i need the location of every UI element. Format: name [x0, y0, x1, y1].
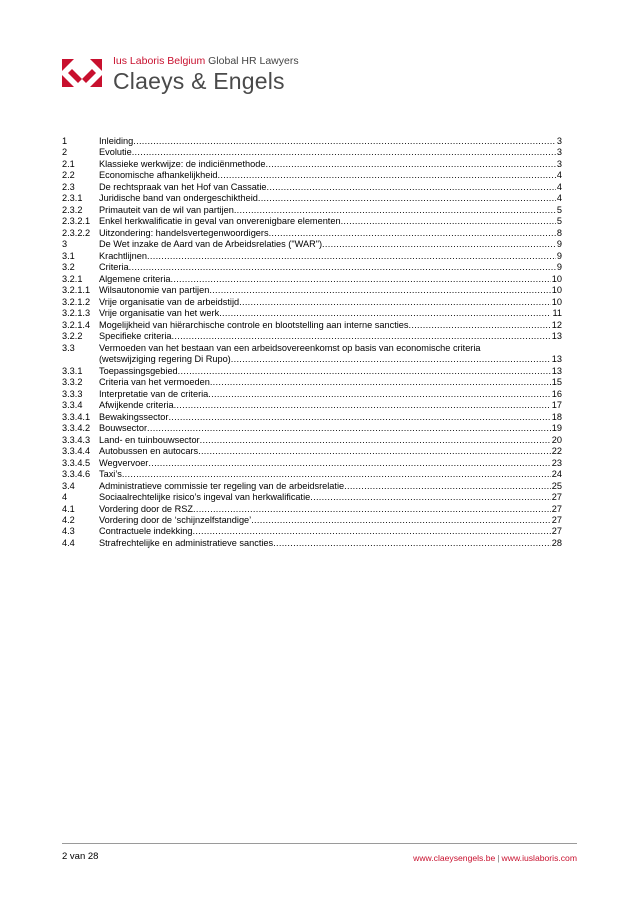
toc-entry[interactable]: [62, 228, 562, 239]
toc-entry-page: 4: [556, 170, 562, 181]
toc-entry-page: 16: [551, 388, 562, 399]
toc-entry[interactable]: [62, 147, 562, 158]
toc-entry-number: 3.3.4.6: [62, 469, 91, 480]
toc-dot-leader: [171, 274, 551, 285]
toc-entry-title: Juridische band van ondergeschiktheid: [99, 193, 258, 204]
toc-entry[interactable]: [62, 205, 562, 216]
toc-entry-title: Interpretatie van de criteria: [99, 388, 209, 399]
toc-entry[interactable]: [62, 458, 562, 469]
toc-entry[interactable]: [62, 389, 562, 400]
toc-entry-number: 3.3.4.2: [62, 423, 91, 434]
toc-entry-page: 13: [551, 365, 562, 376]
toc-dot-leader: [148, 458, 550, 469]
table-of-contents: [62, 136, 562, 549]
toc-entry-title: Mogelijkheid van hiërarchische controle en blootstelling aan interne sancties: [99, 319, 409, 330]
toc-entry-title: Vrije organisatie van de arbeidstijd: [99, 296, 240, 307]
toc-entry-number: 3.3.4.4: [62, 446, 91, 457]
toc-dot-leader: [265, 159, 555, 170]
toc-entry-number: 3.2.1.3: [62, 308, 91, 319]
toc-dot-leader: [310, 492, 551, 503]
toc-dot-leader: [344, 481, 551, 492]
footer-links: [413, 853, 577, 863]
toc-entry-title: Strafrechtelijke en administratieve sancties: [99, 537, 274, 548]
toc-dot-leader: [322, 239, 556, 250]
toc-entry-page: 3: [556, 147, 562, 158]
toc-dot-leader: [193, 504, 551, 515]
toc-entry-number: 2.3.2: [62, 204, 83, 215]
toc-dot-leader: [267, 182, 556, 193]
toc-dot-leader: [174, 400, 551, 411]
toc-entry-page: 9: [556, 239, 562, 250]
toc-entry-title: Criteria van het vermoeden: [99, 377, 210, 388]
toc-entry-page: 28: [551, 537, 562, 548]
toc-entry-title: Bouwsector: [99, 423, 148, 434]
toc-entry-title: Contractuele indekking: [99, 526, 193, 537]
toc-entry-page: 27: [551, 526, 562, 537]
footer-link-iuslaboris[interactable]: www.iuslaboris.com: [501, 853, 577, 863]
toc-dot-leader: [209, 285, 550, 296]
toc-entry[interactable]: [62, 251, 562, 262]
toc-entry-number: 4.1: [62, 503, 75, 514]
toc-entry-title: Klassieke werkwijze: de indiciënmethode: [99, 158, 266, 169]
toc-entry-number: 4.3: [62, 526, 75, 537]
toc-entry-page: 9: [556, 250, 562, 261]
toc-dot-leader: [129, 262, 556, 273]
toc-dot-leader: [234, 205, 556, 216]
logo-firm-name: Claeys & Engels: [113, 68, 285, 94]
toc-entry[interactable]: [62, 469, 562, 480]
toc-entry-page: 5: [556, 204, 562, 215]
toc-entry-number: 3.2.1.4: [62, 319, 91, 330]
toc-entry-page: 24: [551, 469, 562, 480]
toc-entry-title: Afwijkende criteria: [99, 400, 174, 411]
toc-entry-number: 2.1: [62, 158, 75, 169]
toc-entry-number: 2.3.1: [62, 193, 83, 204]
toc-dot-leader: [147, 251, 556, 262]
toc-dot-leader: [219, 308, 551, 319]
logo-tagline: [113, 55, 299, 67]
toc-entry[interactable]: [62, 331, 562, 342]
toc-entry-title: Autobussen en autocars: [99, 446, 199, 457]
logo-tagline-rest: Global HR Lawyers: [208, 55, 299, 67]
toc-entry-number: 3.3.4.5: [62, 457, 91, 468]
toc-entry-title: Wegvervoer: [99, 457, 149, 468]
toc-dot-leader: [251, 515, 551, 526]
toc-entry-title: Krachtlijnen: [99, 250, 148, 261]
toc-dot-leader: [273, 538, 551, 549]
toc-dot-leader: [409, 320, 551, 331]
toc-entry[interactable]: [62, 136, 562, 147]
toc-dot-leader: [218, 170, 556, 181]
toc-entry-title: Inleiding: [99, 136, 134, 146]
toc-entry[interactable]: [62, 239, 562, 250]
footer-link-separator: |: [497, 853, 500, 863]
toc-entry[interactable]: [62, 320, 562, 331]
toc-entry-page: 10: [551, 273, 562, 284]
toc-entry-page: 3: [556, 158, 562, 169]
toc-dot-leader: [231, 354, 551, 365]
toc-entry-number: 4: [62, 492, 68, 503]
toc-entry-page: 27: [551, 514, 562, 525]
footer-link-claeysengels[interactable]: www.claeysengels.be: [413, 853, 496, 863]
toc-entry-title: Vordering door de ‘schijnzelfstandige’: [99, 514, 252, 525]
toc-entry[interactable]: [62, 193, 562, 204]
toc-dot-leader: [239, 297, 551, 308]
toc-entry-title: Vrije organisatie van het werk: [99, 308, 220, 319]
toc-dot-leader: [168, 412, 550, 423]
toc-entry-page: 5: [556, 216, 562, 227]
toc-entry-title: Administratieve commissie ter regeling van de arbeidsrelatie: [99, 480, 345, 491]
toc-entry-title: Vordering door de RSZ: [99, 503, 193, 514]
toc-entry[interactable]: [62, 297, 562, 308]
toc-dot-leader: [122, 469, 551, 480]
toc-entry-number: 3.2.1: [62, 273, 83, 284]
toc-entry[interactable]: [62, 504, 562, 515]
toc-entry[interactable]: [62, 182, 562, 193]
toc-entry[interactable]: [62, 515, 562, 526]
toc-entry-number: 3.2.2: [62, 331, 83, 342]
toc-entry[interactable]: [62, 412, 562, 423]
toc-entry[interactable]: [62, 216, 562, 227]
toc-entry-title: Toepassingsgebied: [99, 365, 178, 376]
toc-entry-number: 3.3.4.1: [62, 411, 91, 422]
toc-entry-page: 27: [551, 492, 562, 503]
toc-entry-page: 20: [551, 434, 562, 445]
toc-entry-title: Algemene criteria: [99, 273, 171, 284]
footer-divider: [62, 843, 577, 844]
toc-dot-leader: [132, 147, 556, 158]
toc-entry[interactable]: [62, 285, 562, 296]
toc-entry-number: 3.3.4.3: [62, 434, 91, 445]
toc-entry-number: 3.1: [62, 250, 75, 261]
toc-entry-page: 18: [551, 411, 562, 422]
toc-dot-leader: [208, 389, 550, 400]
toc-entry-title: Vermoeden van het bestaan van een arbeidsovereenkomst op basis van economische criteria: [99, 342, 481, 353]
toc-entry-title: Taxi’s: [99, 469, 122, 480]
toc-entry-number: 3.3.4: [62, 400, 83, 411]
toc-dot-leader: [133, 136, 556, 147]
toc-entry-title: Specifieke criteria: [99, 331, 172, 342]
toc-entry-page: 12: [551, 319, 562, 330]
toc-entry-page: 17: [551, 400, 562, 411]
toc-entry-title: De rechtspraak van het Hof van Cassatie: [99, 181, 267, 192]
toc-entry-page: 9: [556, 262, 562, 273]
toc-entry-page: 23: [551, 457, 562, 468]
firm-logo: [60, 50, 300, 95]
toc-dot-leader: [147, 423, 551, 434]
toc-entry-page: 8: [556, 227, 562, 238]
toc-entry[interactable]: [62, 492, 562, 503]
toc-entry-number: 3.3.3: [62, 388, 83, 399]
toc-dot-leader: [178, 366, 551, 377]
toc-entry-title: Evolutie: [99, 147, 132, 158]
toc-entry-title: Economische afhankelijkheid: [99, 170, 218, 181]
toc-entry-title: Land- en tuinbouwsector: [99, 434, 200, 445]
toc-entry-number: 3.3.1: [62, 365, 83, 376]
toc-dot-leader: [192, 526, 550, 537]
toc-entry-title: Bewakingssector: [99, 411, 169, 422]
toc-entry-page: 4: [556, 193, 562, 204]
toc-entry-number: 3.2: [62, 262, 75, 273]
toc-entry[interactable]: [62, 526, 562, 537]
toc-entry-number: 4.2: [62, 514, 75, 525]
toc-entry-number: 2: [62, 147, 68, 158]
toc-entry-number: 2.3.2.2: [62, 227, 91, 238]
toc-entry-page: 22: [551, 446, 562, 457]
toc-entry[interactable]: [62, 308, 562, 319]
toc-dot-leader: [200, 435, 551, 446]
toc-entry-page: 19: [551, 423, 562, 434]
toc-dot-leader: [258, 193, 556, 204]
toc-entry-page: 15: [551, 377, 562, 388]
toc-entry-page: 10: [551, 285, 562, 296]
toc-entry-number: 2.2: [62, 170, 75, 181]
toc-dot-leader: [210, 377, 551, 388]
toc-entry[interactable]: [62, 366, 562, 377]
toc-entry-number: 2.3.2.1: [62, 216, 91, 227]
toc-dot-leader: [198, 446, 551, 457]
toc-entry-page: 13: [551, 354, 562, 365]
toc-entry[interactable]: [62, 446, 562, 457]
toc-entry[interactable]: [62, 377, 562, 388]
claeys-engels-logo-mark-icon: [60, 57, 104, 89]
toc-entry[interactable]: [62, 343, 562, 366]
logo-tagline-brand: Ius Laboris Belgium: [113, 55, 206, 67]
toc-entry-number: 3.2.1.1: [62, 285, 91, 296]
toc-entry-number: 3: [62, 239, 68, 250]
toc-entry-page: 11: [552, 308, 562, 319]
page-number: 2 van 28: [62, 851, 99, 862]
toc-dot-leader: [269, 228, 556, 239]
toc-entry-title: Criteria: [99, 262, 129, 273]
toc-entry[interactable]: [62, 423, 562, 434]
toc-entry-number: 4.4: [62, 537, 75, 548]
toc-entry-page: 4: [556, 181, 562, 192]
toc-entry-page: 25: [551, 480, 562, 491]
toc-entry[interactable]: [62, 170, 562, 181]
toc-entry[interactable]: [62, 400, 562, 411]
toc-entry-title: Uitzondering: handelsvertegenwoordigers: [99, 227, 269, 238]
toc-entry-title: (wetswijziging regering Di Rupo): [99, 354, 231, 365]
toc-entry-page: 13: [551, 331, 562, 342]
toc-entry-number: 1: [62, 136, 68, 146]
toc-entry-page: 3: [556, 136, 562, 146]
toc-entry-page: 10: [551, 296, 562, 307]
toc-entry-title: Primauteit van de wil van partijen: [99, 204, 234, 215]
toc-entry-number: 3.3.2: [62, 377, 83, 388]
toc-dot-leader: [341, 216, 556, 227]
toc-entry[interactable]: [62, 435, 562, 446]
toc-entry[interactable]: [62, 159, 562, 170]
toc-entry-number: 3.4: [62, 480, 75, 491]
toc-entry-number: 3.3: [62, 342, 75, 353]
toc-entry-title: Sociaalrechtelijke risico’s ingeval van herkwalificatie: [99, 492, 311, 503]
toc-entry-number: 3.2.1.2: [62, 296, 91, 307]
toc-entry[interactable]: [62, 262, 562, 273]
toc-entry-title: Wilsautonomie van partijen: [99, 285, 210, 296]
toc-entry[interactable]: [62, 481, 562, 492]
toc-entry-page: 27: [551, 503, 562, 514]
toc-entry[interactable]: [62, 538, 562, 549]
toc-dot-leader: [172, 331, 551, 342]
toc-entry-title: Enkel herkwalificatie in geval van onverenigbare elementen: [99, 216, 341, 227]
toc-entry[interactable]: [62, 274, 562, 285]
toc-entry-title: De Wet inzake de Aard van de Arbeidsrelaties ("WAR"): [99, 239, 323, 250]
toc-entry-number: 2.3: [62, 181, 75, 192]
